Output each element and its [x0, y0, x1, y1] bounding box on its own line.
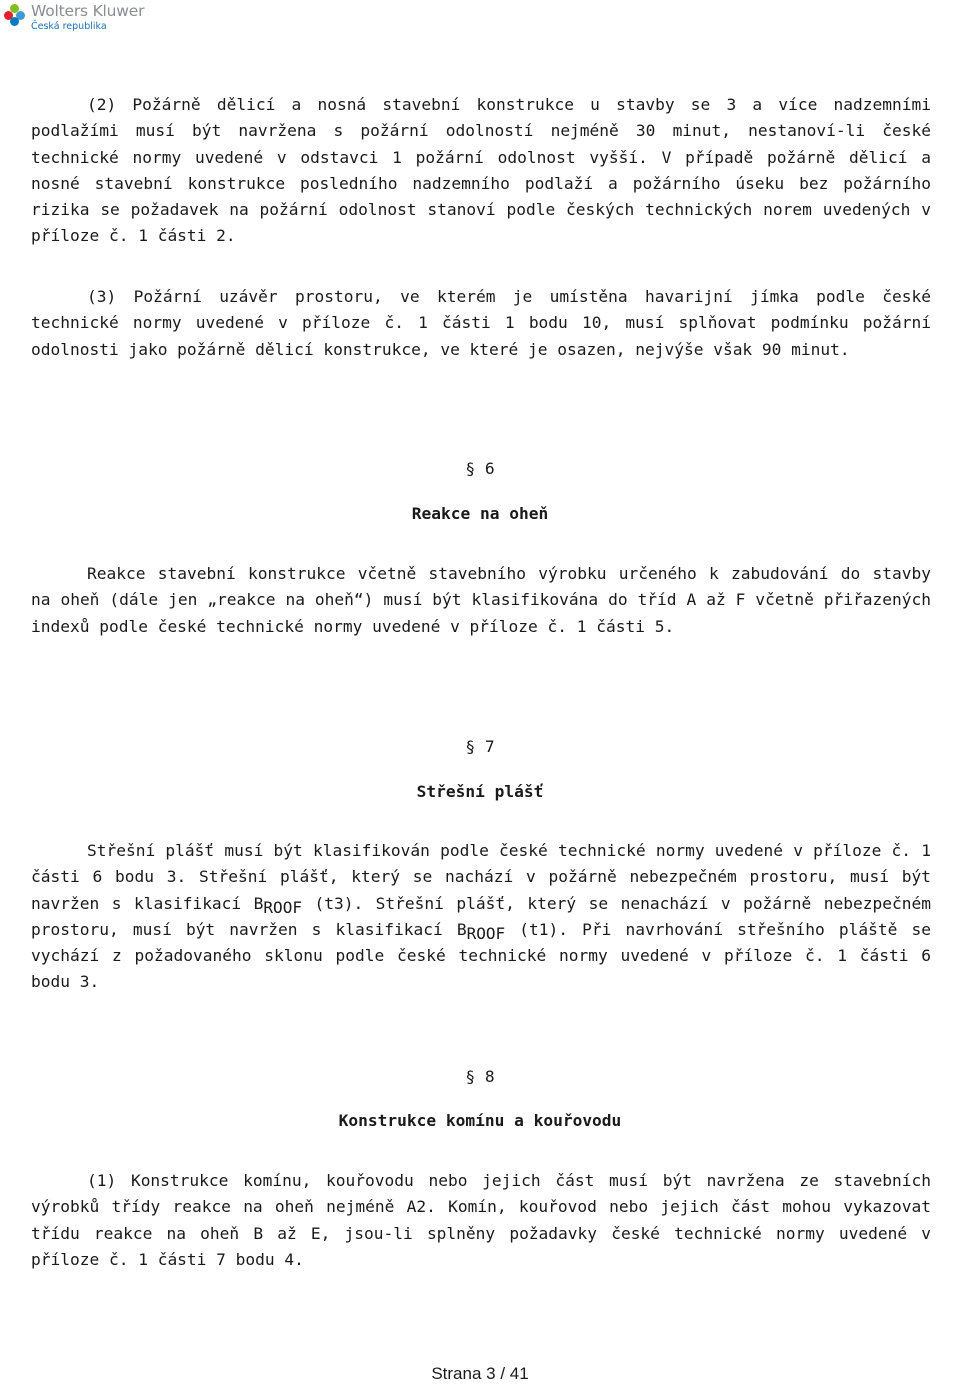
- paragraph-2-text: (2) Požárně dělicí a nosná stavební konstrukce u stavby se 3 a více nadzemními podlažími musí být navržena s požární odolností nejméně 30 minut, nestanoví-li české technické normy uvedené v odstavci 1 požární odolnost vyšší. V případě požárně dělicí a nosné stavební konstrukce posledního nadzemního podlaží a požárního úseku bez požárního rizika se požadavek na požární odolnost stanoví podle českých technických norem uvedených v příloze č. 1 části 2.: [31, 95, 931, 246]
- section-7-title: Střešní plášť: [416, 782, 544, 801]
- paragraph-3: [31, 284, 931, 363]
- logo-mark-icon: [4, 4, 26, 26]
- wolters-kluwer-logo: [4, 4, 144, 31]
- paragraph-2: [31, 92, 931, 250]
- paragraph-3-text: (3) Požární uzávěr prostoru, ve kterém je umístěna havarijní jímka podle české technické normy uvedené v příloze č. 1 části 1 bodu 10, musí splňovat podmínku požární odolnosti jako požárně dělicí konstrukce, ve které je osazen, nejvýše však 90 minut.: [31, 287, 931, 359]
- b-roof-subscript-2: ROOF: [466, 923, 506, 943]
- section-7-text: [31, 838, 931, 996]
- page-number: Strana 3 / 41: [431, 1364, 529, 1383]
- b-roof-subscript-1: ROOF: [263, 897, 302, 917]
- section-7-text-c: (t1). Při navrhování střešního pláště se vychází z požadovaného sklonu podle české technické normy uvedené v příloze č. 1 části 6 bodu 3.: [31, 919, 931, 992]
- section-8-title: Konstrukce komínu a kouřovodu: [338, 1111, 622, 1130]
- section-7-number: § 7: [465, 737, 495, 756]
- section-6-body: [31, 561, 931, 640]
- section-7-text-b: (t3). Střešní plášť, který se nenachází v požárně nebezpečném prostoru, musí být navržen s klasifikací B: [31, 893, 931, 939]
- logo-subtitle: Česká republika: [31, 20, 107, 32]
- section-7-text-a: Střešní plášť musí být klasifikován podle české technické normy uvedené v příloze č. 1 části 6 bodu 3. Střešní plášť, který se nachází v požárně nebezpečném prostoru, musí být navržen s klasifikací B: [31, 841, 931, 913]
- section-6-number: § 6: [465, 459, 495, 478]
- logo-name: Wolters Kluwer: [31, 2, 145, 20]
- section-8-number: § 8: [465, 1067, 495, 1086]
- section-6-text: Reakce stavební konstrukce včetně stavebního výrobku určeného k zabudování do stavby na oheň (dále jen „reakce na oheň“) musí být klasifikována do tříd A až F včetně přiřazených indexů podle české technické normy uvedené v příloze č. 1 části 5.: [31, 564, 931, 636]
- section-8-body: [31, 1168, 931, 1273]
- section-7-body: [31, 838, 931, 996]
- section-8-text: (1) Konstrukce komínu, kouřovodu nebo jejich část musí být navržena ze stavebních výrobků třídy reakce na oheň nejméně A2. Komín, kouřovod nebo jejich část mohou vykazovat třídu reakce na oheň B až E, jsou-li splněny požadavky české technické normy uvedené v příloze č. 1 části 7 bodu 4.: [31, 1171, 931, 1269]
- section-6-title: Reakce na oheň: [411, 504, 549, 523]
